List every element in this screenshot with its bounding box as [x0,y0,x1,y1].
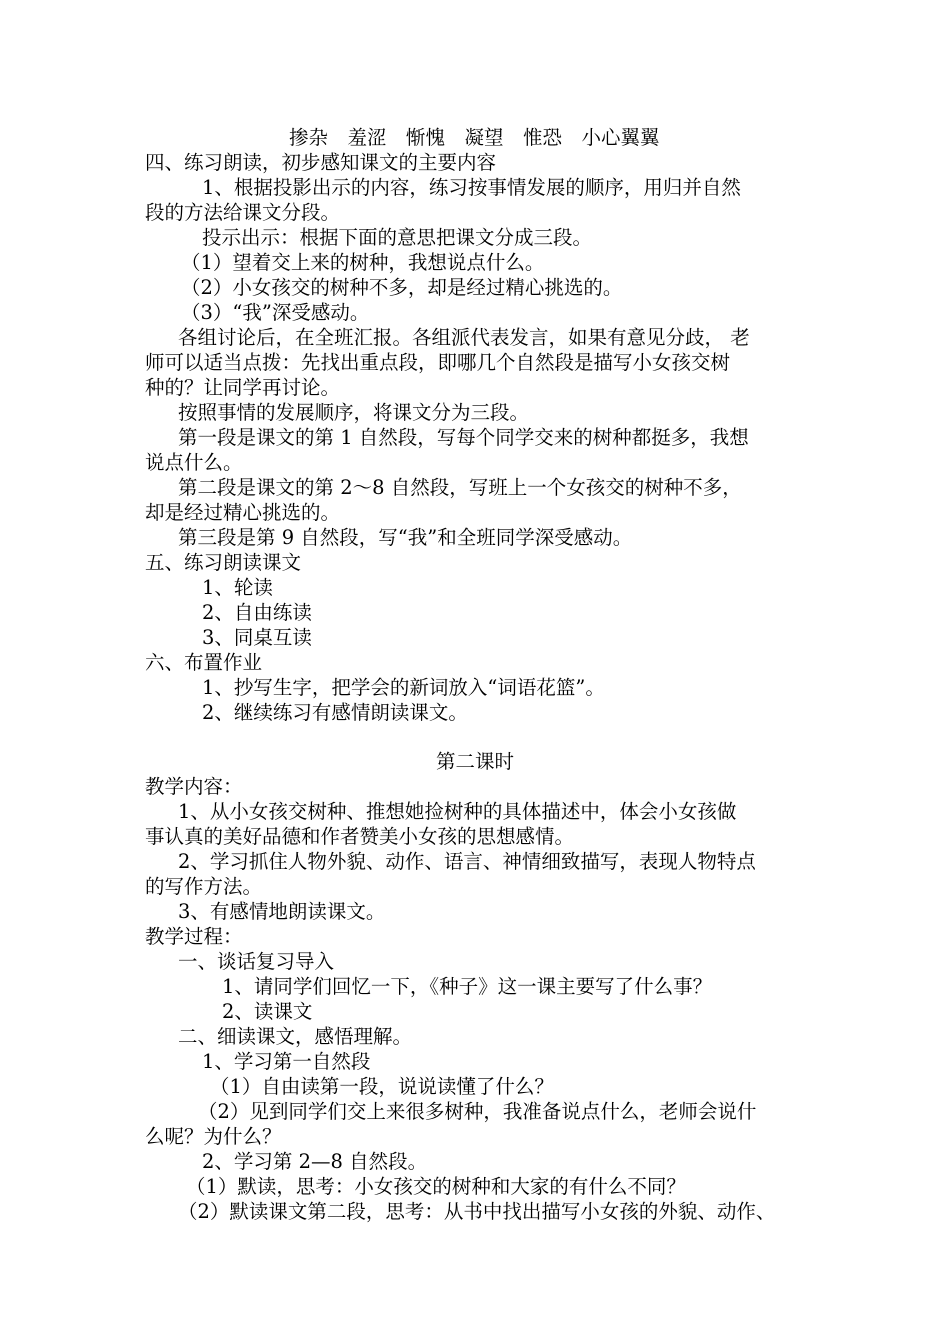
section-4-title: 四、练习朗读，初步感知课文的主要内容 [145,151,497,174]
list-item: 2、继续练习有感情朗读课文。 [202,701,468,724]
paragraph-line: 的写作方法。 [145,875,263,898]
list-item: 2、读课文 [222,1000,313,1023]
paragraph-line: 各组讨论后，在全班汇报。各组派代表发言，如果有意见分歧， 老 [178,326,750,349]
list-item: （1）自由读第一段，说说读懂了什么？ [210,1075,554,1098]
list-item: （3）“我”深受感动。 [181,301,370,324]
list-item: （1）望着交上来的树种，我想说点什么。 [181,251,545,274]
section-6-title: 六、布置作业 [145,651,263,674]
process-heading: 教学过程： [145,925,243,948]
list-item: 3、同桌互读 [202,626,312,649]
section-5-title: 五、练习朗读课文 [145,551,302,574]
paragraph-line: 说点什么。 [145,451,243,474]
paragraph-line: 却是经过精心挑选的。 [145,501,341,524]
list-item: 2、自由练读 [202,601,312,624]
list-item: 1、轮读 [202,576,273,599]
list-item: （1）默读，思考：小女孩交的树种和大家的有什么不同？ [186,1175,686,1198]
paragraph-line: 事认真的美好品德和作者赞美小女孩的思想感情。 [145,825,575,848]
vocab-line: 掺杂 羞涩 惭愧 凝望 惟恐 小心翼翼 [289,126,660,149]
list-item: 1、抄写生字，把学会的新词放入“词语花篮”。 [202,676,605,699]
list-item: 2、学习第 2—8 自然段。 [202,1150,428,1173]
step-2-title: 二、细读课文，感悟理解。 [178,1025,413,1048]
paragraph-line: 师可以适当点拨：先找出重点段，即哪几个自然段是描写小女孩交树 [145,351,731,374]
content-heading: 教学内容： [145,775,243,798]
paragraph-line: 1、根据投影出示的内容，练习按事情发展的顺序，用归并自然 [202,176,741,199]
paragraph-line: 1、从小女孩交树种、推想她捡树种的具体描述中，体会小女孩做 [178,800,737,823]
paragraph-line: 么呢？为什么？ [145,1125,282,1148]
lesson-2-title: 第二课时 [435,750,514,773]
projection-line: 投示出示：根据下面的意思把课文分成三段。 [202,226,593,249]
list-item: 1、请同学们回忆一下，《种子》这一课主要写了什么事？ [222,975,713,998]
list-item: 1、学习第一自然段 [202,1050,371,1073]
paragraph-line: 3、有感情地朗读课文。 [178,900,386,923]
paragraph-line: 第二段是课文的第 2～8 自然段，写班上一个女孩交的树种不多， [178,476,742,499]
paragraph-line: 按照事情的发展顺序，将课文分为三段。 [178,401,530,424]
list-item: （2）小女孩交的树种不多，却是经过精心挑选的。 [181,276,623,299]
step-1-title: 一、谈话复习导入 [178,950,335,973]
paragraph-line: 第一段是课文的第 1 自然段，写每个同学交来的树种都挺多，我想 [178,426,749,449]
paragraph-line: 种的？让同学再讨论。 [145,376,341,399]
paragraph-line: （2）默读课文第二段，思考：从书中找出描写小女孩的外貌、动作、 [178,1200,776,1223]
paragraph-line: 第三段是第 9 自然段，写“我”和全班同学深受感动。 [178,526,633,549]
paragraph-line: （2）见到同学们交上来很多树种，我准备说点什么，老师会说什 [198,1100,757,1123]
paragraph-line: 2、学习抓住人物外貌、动作、语言、神情细致描写，表现人物特点 [178,850,756,873]
paragraph-line: 段的方法给课文分段。 [145,201,341,224]
